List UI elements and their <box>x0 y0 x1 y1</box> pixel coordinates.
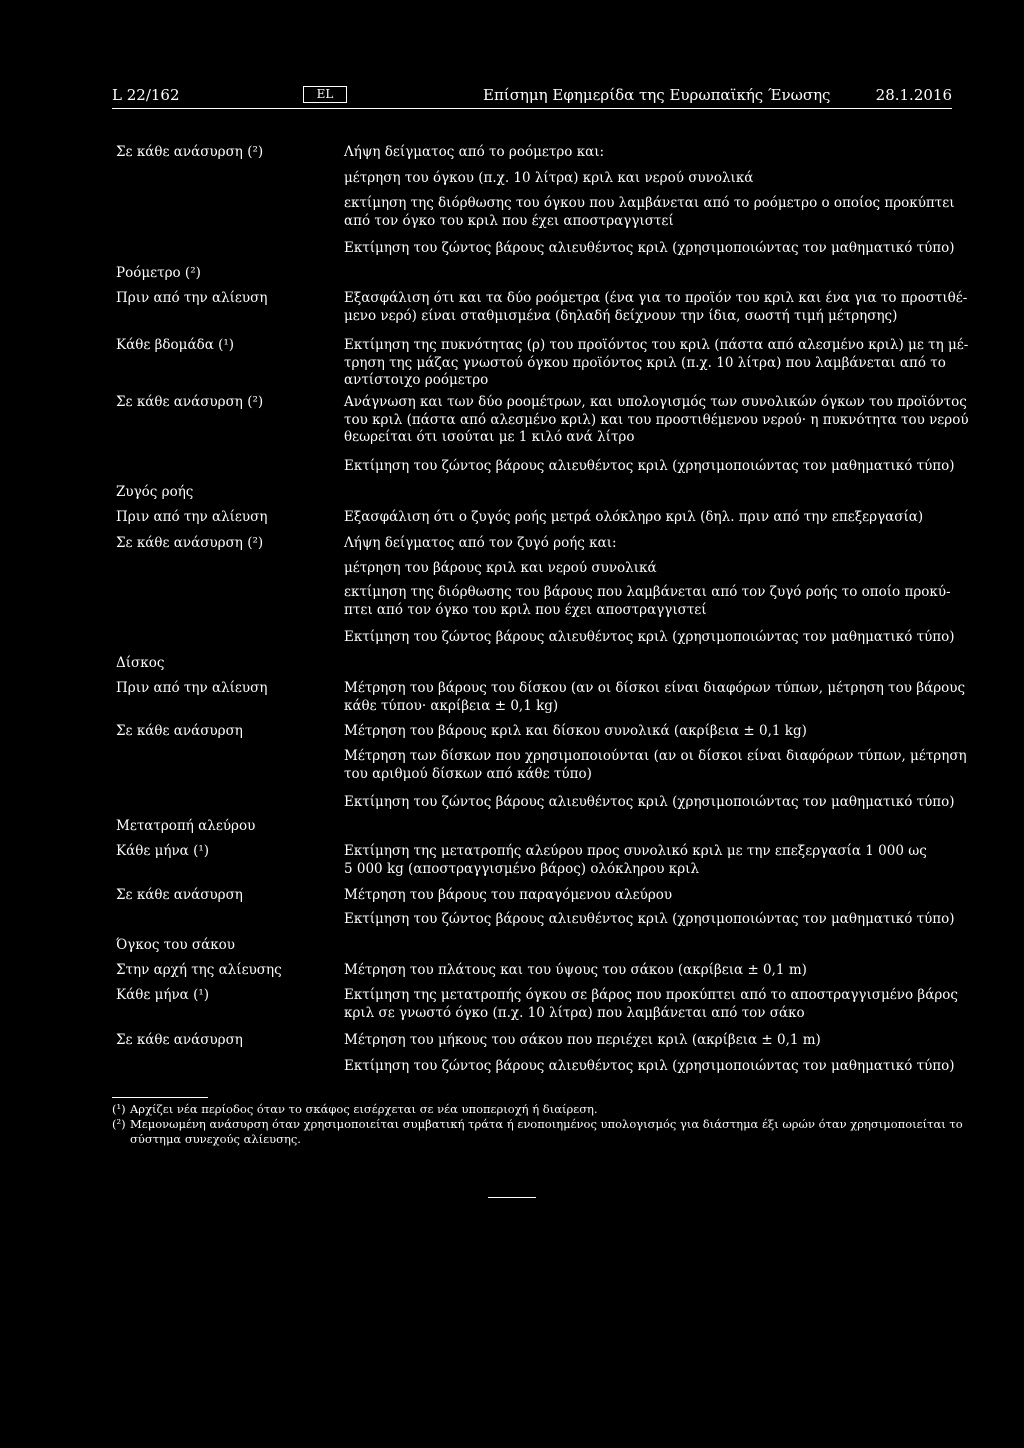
row-frequency-label: Κάθε μήνα (¹) <box>116 843 210 859</box>
procedure-line: Εκτίμηση της μετατροπής αλεύρου προς συνολικό κριλ με την επεξεργασία 1 000 ως <box>344 843 927 859</box>
row-frequency-label: Κάθε μήνα (¹) <box>116 987 210 1003</box>
procedure-line: Μέτρηση του μήκους του σάκου που περιέχει κριλ (ακρίβεια ± 0,1 m) <box>344 1032 821 1048</box>
procedure-line: πτει από τον όγκο του κριλ που έχει αποστραγγιστεί <box>344 601 707 618</box>
procedure-line: Εξασφάλιση ότι και τα δύο ροόμετρα (ένα για το προϊόν του κριλ και ένα για το προστιθέ- <box>344 290 968 306</box>
row-procedure-text <box>344 290 967 325</box>
procedure-line: Εκτίμηση του ζώντος βάρους αλιευθέντος κριλ (χρησιμοποιώντας τον μαθηματικό τύπο) <box>344 629 955 645</box>
publication-date: 28.1.2016 <box>875 86 952 104</box>
procedure-line: θεωρείται ότι ισούται με 1 κιλό ανά λίτρο <box>344 429 635 445</box>
procedure-line: Μέτρηση των δίσκων που χρησιμοποιούνται (αν οι δίσκοι είναι διαφόρων τύπων, μέτρηση <box>344 748 967 764</box>
row-frequency-label: Σε κάθε ανάσυρση <box>116 1032 243 1048</box>
row-frequency-label: Σε κάθε ανάσυρση (²) <box>116 144 264 160</box>
footnote <box>112 1102 598 1117</box>
footnote <box>112 1117 963 1147</box>
footnote-mark: (¹) <box>112 1102 126 1116</box>
procedure-line: τρηση της μάζας γνωστού όγκου προϊόντος κριλ (π.χ. 10 λίτρα) που λαμβάνεται από το <box>344 354 946 371</box>
language-box: EL <box>303 86 347 103</box>
procedure-line: Ανάγνωση και των δύο ροομέτρων, και υπολογισμός των συνολικών όγκων του προϊόντος <box>344 394 967 410</box>
procedure-line: Εκτίμηση του ζώντος βάρους αλιευθέντος κριλ (χρησιμοποιώντας τον μαθηματικό τύπο) <box>344 458 955 474</box>
section-heading: Ροόμετρο (²) <box>116 265 201 281</box>
row-procedure-text <box>344 843 927 878</box>
procedure-line: κριλ σε γνωστό όγκο (π.χ. 10 λίτρα) που λαμβάνεται από τον σάκο <box>344 1004 805 1021</box>
procedure-line: αντίστοιχο ροόμετρο <box>344 372 489 388</box>
row-frequency-label: Σε κάθε ανάσυρση (²) <box>116 394 264 410</box>
row-procedure-text <box>344 680 965 715</box>
footnote-line <box>112 1117 963 1132</box>
journal-title: Επίσημη Εφημερίδα της Ευρωπαϊκής Ένωσης <box>483 86 831 104</box>
row-frequency-label: Πριν από την αλίευση <box>116 509 268 525</box>
footnote-text: Αρχίζει νέα περίοδος όταν το σκάφος εισέρχεται σε νέα υποπεριοχή ή διαίρεση. <box>130 1102 598 1116</box>
procedure-line: Μέτρηση του βάρους του παραγόμενου αλεύρου <box>344 887 673 903</box>
row-frequency-label: Κάθε βδομάδα (¹) <box>116 337 235 353</box>
row-frequency-label: Πριν από την αλίευση <box>116 680 268 696</box>
section-heading: Μετατροπή αλεύρου <box>116 818 256 834</box>
row-frequency-label: Σε κάθε ανάσυρση <box>116 723 243 739</box>
row-procedure-text <box>344 1032 821 1050</box>
procedure-line: Εκτίμηση του ζώντος βάρους αλιευθέντος κριλ (χρησιμοποιώντας τον μαθηματικό τύπο) <box>344 794 955 810</box>
footnote-line: σύστημα συνεχούς αλίευσης. <box>130 1132 301 1146</box>
procedure-line: εκτίμηση της διόρθωσης του όγκου που λαμβάνεται από το ροόμετρο ο οποίος προκύπτει <box>344 195 955 211</box>
procedure-line: Εκτίμηση του ζώντος βάρους αλιευθέντος κριλ (χρησιμοποιώντας τον μαθηματικό τύπο) <box>344 911 955 927</box>
procedure-line: μέτρηση του βάρους κριλ και νερού συνολικά <box>344 560 657 576</box>
row-procedure-text <box>344 629 955 647</box>
section-heading: Όγκος του σάκου <box>116 937 235 953</box>
row-procedure-text <box>344 748 967 783</box>
procedure-line: από τον όγκο του κριλ που έχει αποστραγγιστεί <box>344 212 674 229</box>
procedure-line: Εκτίμηση του ζώντος βάρους αλιευθέντος κριλ (χρησιμοποιώντας τον μαθηματικό τύπο) <box>344 1058 955 1074</box>
section-heading: Δίσκος <box>116 655 165 671</box>
row-frequency-label: Σε κάθε ανάσυρση <box>116 887 243 903</box>
procedure-line: εκτίμηση της διόρθωσης του βάρους που λαμβάνεται από τον ζυγό ροής το οποίο προκύ- <box>344 584 951 600</box>
procedure-line: Εκτίμηση της πυκνότητας (ρ) του προϊόντος του κριλ (πάστα από αλεσμένο κριλ) με τη μέ- <box>344 337 969 353</box>
procedure-line: του κριλ (πάστα από αλεσμένο κριλ) και του προστιθέμενου νερού· η πυκνότητα του νερού <box>344 411 969 428</box>
row-frequency-label: Σε κάθε ανάσυρση (²) <box>116 535 264 551</box>
row-procedure-text <box>344 794 955 812</box>
procedure-line: 5 000 kg (αποστραγγισμένο βάρος) ολόκληρου κριλ <box>344 860 699 877</box>
procedure-line: Μέτρηση του βάρους κριλ και δίσκου συνολικά (ακρίβεια ± 0,1 kg) <box>344 723 807 739</box>
procedure-line: Λήψη δείγματος από τον ζυγό ροής και: <box>344 535 617 551</box>
procedure-line: Μέτρηση του βάρους του δίσκου (αν οι δίσκοι είναι διαφόρων τύπων, μέτρηση του βάρους <box>344 680 966 696</box>
procedure-line: μενο νερό) είναι σταθμισμένα (δηλαδή δείχνουν την ίδια, σωστή τιμή μέτρησης) <box>344 307 898 324</box>
row-procedure-text <box>344 560 657 578</box>
row-procedure-text <box>344 458 955 476</box>
footnote-mark: (²) <box>112 1117 126 1131</box>
footnote-rule <box>112 1097 208 1098</box>
procedure-line: Εξασφάλιση ότι ο ζυγός ροής μετρά ολόκληρο κριλ (δηλ. πριν από την επεξεργασία) <box>344 509 924 525</box>
row-procedure-text <box>344 170 753 188</box>
row-procedure-text <box>344 535 617 553</box>
row-procedure-text <box>344 240 955 258</box>
row-procedure-text <box>344 509 923 527</box>
procedure-line: Μέτρηση του πλάτους και του ύψους του σάκου (ακρίβεια ± 0,1 m) <box>344 962 807 978</box>
row-procedure-text <box>344 1058 955 1076</box>
row-procedure-text <box>344 723 807 741</box>
row-procedure-text <box>344 887 672 905</box>
row-procedure-text <box>344 144 604 162</box>
row-procedure-text <box>344 911 955 929</box>
procedure-line: Εκτίμηση του ζώντος βάρους αλιευθέντος κριλ (χρησιμοποιώντας τον μαθηματικό τύπο) <box>344 240 955 256</box>
procedure-line: Εκτίμηση της μετατροπής όγκου σε βάρος που προκύπτει από το αποστραγγισμένο βάρος <box>344 987 958 1003</box>
row-procedure-text <box>344 195 955 230</box>
footnote-text: Μεμονωμένη ανάσυρση όταν χρησιμοποιείται συμβατική τράτα ή ενοποιημένος υπολογισμός για διάστημα έξι ωρών όταν χρησιμοποιείται το <box>130 1117 963 1131</box>
row-procedure-text <box>344 987 958 1022</box>
row-frequency-label: Πριν από την αλίευση <box>116 290 268 306</box>
procedure-line: κάθε τύπου· ακρίβεια ± 0,1 kg) <box>344 697 559 714</box>
row-procedure-text <box>344 584 951 619</box>
procedure-line: Λήψη δείγματος από το ροόμετρο και: <box>344 144 605 160</box>
row-frequency-label: Στην αρχή της αλίευσης <box>116 962 282 978</box>
row-procedure-text <box>344 337 968 390</box>
row-procedure-text <box>344 962 807 980</box>
footnote-line <box>112 1102 598 1117</box>
end-rule <box>488 1197 536 1198</box>
procedure-line: μέτρηση του όγκου (π.χ. 10 λίτρα) κριλ και νερού συνολικά <box>344 170 754 186</box>
row-procedure-text <box>344 394 969 447</box>
section-heading: Ζυγός ροής <box>116 484 194 500</box>
procedure-line: του αριθμού δίσκων από κάθε τύπο) <box>344 765 592 782</box>
oj-reference: L 22/162 <box>112 86 180 104</box>
